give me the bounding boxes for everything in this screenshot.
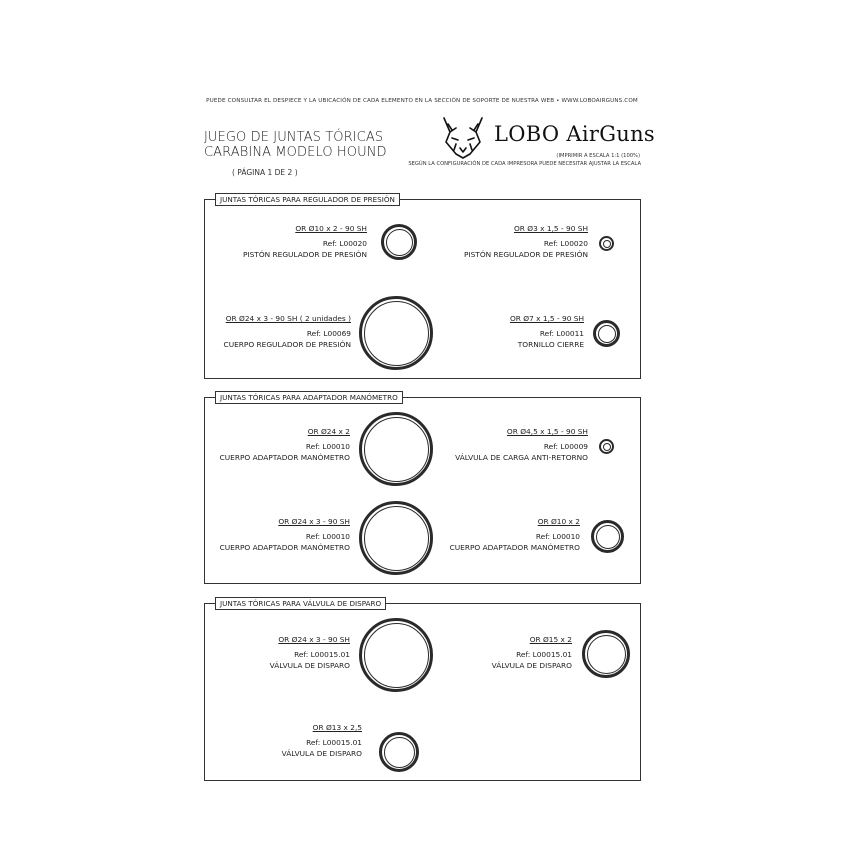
oring-spec: OR Ø24 x 2 [307,427,350,436]
oring-spec: OR Ø3 x 1,5 - 90 SH [513,224,588,233]
oring-shape [582,630,630,678]
oring-part: CUERPO ADAPTADOR MANÓMETRO [219,543,350,552]
oring-item-text [492,634,572,671]
oring-shape [359,501,433,575]
oring-part: PISTÓN REGULADOR DE PRESIÓN [242,250,367,259]
page-indicator: ( PÁGINA 1 DE 2 ) [232,168,298,177]
oring-ref: Ref: L00010 [305,532,350,541]
oring-ref: Ref: L00020 [322,239,367,248]
oring-ref: Ref: L00069 [306,329,351,338]
oring-shape [359,412,433,486]
oring-spec: OR Ø10 x 2 [537,517,580,526]
oring-ref: Ref: L00011 [539,329,584,338]
oring-ref: Ref: L00015.01 [516,650,572,659]
oring-spec: OR Ø10 x 2 - 90 SH [295,224,367,233]
oring-item-text [282,722,362,759]
oring-item-text [270,634,350,671]
oring-item-text [464,223,588,260]
title-line-2: CARABINA MODELO HOUND [204,145,387,160]
oring-spec: OR Ø13 x 2,5 [312,723,362,732]
oring-item-text [455,426,588,463]
oring-spec: OR Ø24 x 3 - 90 SH [278,635,350,644]
oring-shape [599,236,614,251]
oring-shape [591,520,624,553]
oring-item-text [224,313,351,350]
wolf-logo-icon [440,116,486,160]
oring-item-text [220,426,350,463]
oring-item-text [450,516,580,553]
oring-shape [593,320,620,347]
oring-part: VÁLVULA DE DISPARO [269,661,350,670]
oring-ref: Ref: L00009 [543,442,588,451]
oring-spec: OR Ø4,5 x 1,5 - 90 SH [506,427,588,436]
oring-part: VÁLVULA DE DISPARO [491,661,572,670]
print-scale-note: (IMPRIMIR A ESCALA 1:1 (100%) [556,153,640,159]
print-scale-adjust-note: SEGÚN LA CONFIGURACIÓN DE CADA IMPRESORA PUEDE NECESITAR AJUSTAR LA ESCALA [408,161,641,167]
oring-ref: Ref: L00020 [543,239,588,248]
oring-ref: Ref: L00015.01 [294,650,350,659]
oring-ref: Ref: L00010 [535,532,580,541]
oring-spec: OR Ø7 x 1,5 - 90 SH [509,314,584,323]
oring-shape [381,224,417,260]
section-valvula-disparo [204,599,641,781]
section-label: JUNTAS TÓRICAS PARA REGULADOR DE PRESIÓN [215,193,400,206]
oring-item-text [510,313,584,350]
oring-ref: Ref: L00010 [305,442,350,451]
oring-spec: OR Ø24 x 3 - 90 SH ( 2 unidades ) [225,314,351,323]
title-line-1: JUEGO DE JUNTAS TÓRICAS [204,130,384,145]
brand-logo-text: LOBO AirGuns [494,122,655,146]
oring-shape [359,618,433,692]
section-label: JUNTAS TÓRICAS PARA VÁLVULA DE DISPARO [215,597,386,610]
section-adaptador-manometro [204,393,641,584]
oring-shape [359,296,433,370]
oring-part: PISTÓN REGULADOR DE PRESIÓN [463,250,588,259]
section-label: JUNTAS TÓRICAS PARA ADAPTADOR MANÓMETRO [215,391,403,404]
oring-part: TORNILLO CIERRE [517,340,584,349]
oring-part: CUERPO REGULADOR DE PRESIÓN [223,340,351,349]
support-web-note: PUEDE CONSULTAR EL DESPIECE Y LA UBICACIÓN DE CADA ELEMENTO EN LA SECCIÓN DE SOPORTE DE NUESTRA WEB • WWW.LOBOAIRGUNS.COM [206,98,638,104]
oring-item-text [220,516,350,553]
oring-part: CUERPO ADAPTADOR MANÓMETRO [219,453,350,462]
oring-part: CUERPO ADAPTADOR MANÓMETRO [449,543,580,552]
document-title [204,130,387,160]
oring-shape [379,732,419,772]
oring-spec: OR Ø24 x 3 - 90 SH [278,517,350,526]
oring-part: VÁLVULA DE CARGA ANTI-RETORNO [455,453,588,462]
section-regulador-presion [204,195,641,379]
oring-shape [599,439,614,454]
oring-item-text [243,223,367,260]
oring-part: VÁLVULA DE DISPARO [281,749,362,758]
oring-ref: Ref: L00015.01 [306,738,362,747]
oring-spec: OR Ø15 x 2 [529,635,572,644]
